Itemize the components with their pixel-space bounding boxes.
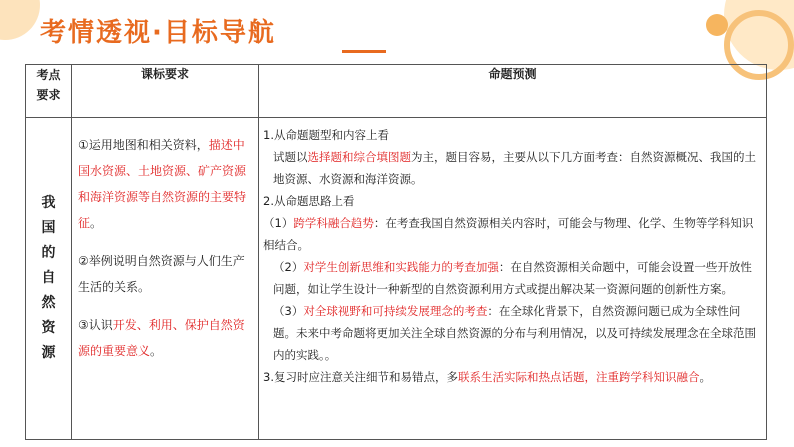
header-prediction: 命题预测	[259, 65, 767, 118]
header-requirement: 课标要求	[72, 65, 259, 118]
highlight-text: 联系生活实际和热点话题，注重跨学科知识融合	[457, 370, 700, 384]
body-text: ①运用地图和相关资料，	[78, 138, 209, 152]
highlight-text: 对学生创新思维和实践能力的考查加强	[303, 260, 499, 274]
prediction-cell	[259, 118, 767, 440]
body-text: （3）	[273, 304, 304, 318]
body-text: （1）	[263, 216, 294, 230]
topic-cell	[26, 118, 72, 440]
prediction-item	[263, 256, 760, 300]
corner-decoration-left	[0, 0, 40, 40]
highlight-text: 描述中国水资源、土地资源、矿产资源和海洋资源等自然资源的主要特征	[78, 138, 247, 230]
body-text: 1.从命题题型和内容上看	[263, 128, 389, 142]
page-title: 考情透视·目标导航	[40, 18, 276, 48]
table-header-row	[26, 65, 767, 118]
prediction-item	[263, 366, 760, 388]
highlight-text: 跨学科融合趋势	[293, 216, 374, 230]
prediction-item	[263, 300, 760, 366]
body-text: 。	[90, 216, 103, 230]
body-text: 2.从命题思路上看	[263, 194, 355, 208]
body-text: ③认识	[78, 318, 113, 332]
prediction-item	[263, 212, 760, 256]
body-text: ：在全球化背景下，自然资源问题已成为全球性问题。未来中考命题将更加关注全球自然资源的分布与利用情况，以及可持续发展理念在全球范围内的实践。。	[273, 304, 756, 362]
body-text: （2）	[273, 260, 304, 274]
body-text: 。	[699, 370, 711, 384]
header-topic	[26, 65, 72, 118]
prediction-item	[263, 124, 760, 146]
table-row	[26, 118, 767, 440]
body-text: 为主，题目容易，主要从以下几方面考查：自然资源概况、我国的土地资源、水资源和海洋资源。	[273, 150, 756, 186]
body-text: ②举例说明自然资源与人们生产生活的关系。	[78, 254, 245, 294]
body-text: 3.复习时应注意关注细节和易错点，多	[263, 370, 458, 384]
exam-analysis-table	[25, 64, 767, 440]
prediction-item	[263, 190, 760, 212]
prediction-item	[263, 146, 760, 190]
body-text: 。	[150, 344, 163, 358]
requirement-item	[78, 312, 254, 364]
highlight-text: 开发、利用、保护自然资源的重要意义	[78, 318, 245, 358]
requirement-item	[78, 132, 254, 236]
body-text: ：在考查我国自然资源相关内容时，可能会与物理、化学、生物等学科知识相结合。	[263, 216, 754, 252]
corner-dot-decoration	[706, 14, 728, 36]
requirement-item	[78, 248, 254, 300]
title-underline	[342, 50, 386, 53]
body-text: 试题以	[273, 150, 308, 164]
highlight-text: 对全球视野和可持续发展理念的考查	[303, 304, 488, 318]
topic-label: 我 国 的 自 然 资 源	[41, 195, 56, 361]
highlight-text: 选择题和综合填图题	[307, 150, 411, 164]
requirement-cell	[72, 118, 259, 440]
body-text: ：在自然资源相关命题中，可能会设置一些开放性问题，如让学生设计一种新型的自然资源利用方式或提出解决某一资源问题的创新性方案。	[273, 260, 752, 296]
header-topic-label: 考点 要求	[36, 68, 61, 102]
